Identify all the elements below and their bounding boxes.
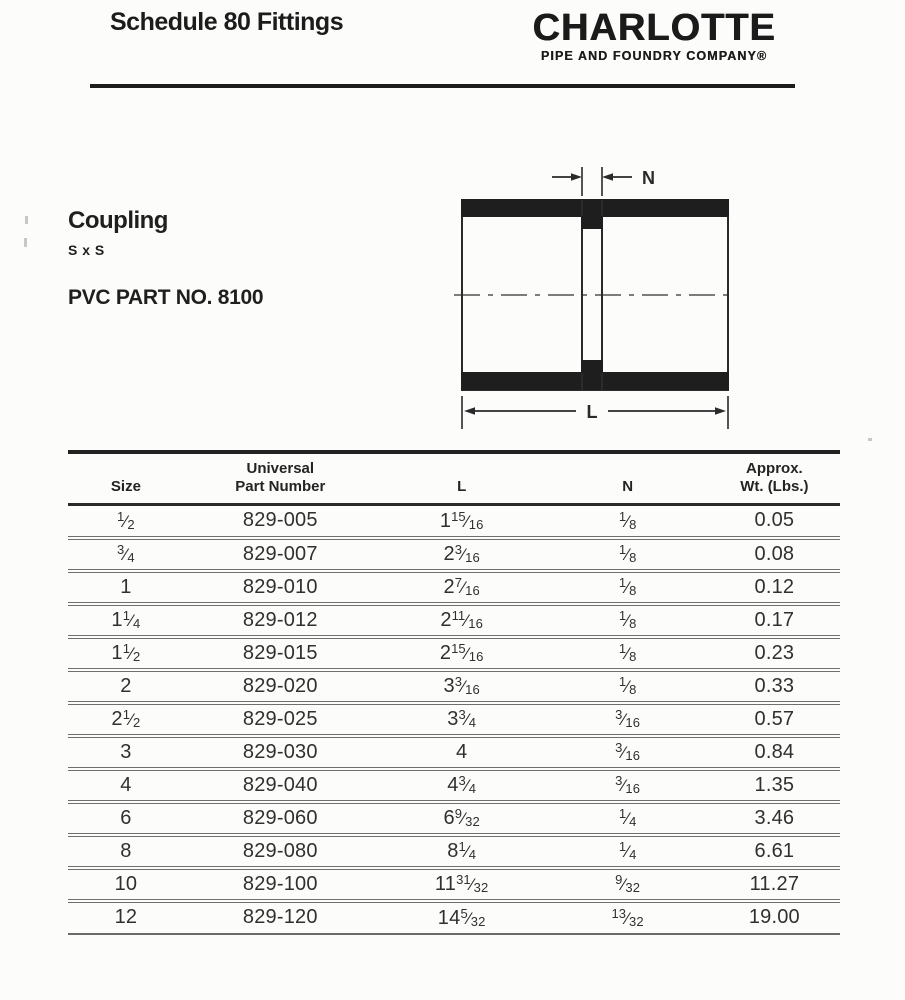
l-arrow-left-head (464, 407, 475, 415)
cell-part-number: 829-010 (242, 575, 318, 598)
header-divider (90, 84, 795, 88)
cell-n: $^{13}$⁄32 (611, 905, 644, 929)
cell-n: $^1$⁄8 (618, 542, 637, 565)
cell-l: $11^{31}⁄32$ (434, 872, 489, 895)
product-block (68, 207, 263, 310)
cell-part-number: 829-060 (242, 806, 318, 829)
cell-weight: 1.35 (754, 773, 795, 796)
cell-n: $^3$⁄16 (615, 773, 641, 796)
cell-weight: 0.05 (754, 509, 795, 532)
cell-size: $^1$⁄2 (117, 508, 135, 532)
cell-size: 4 (120, 773, 132, 796)
company-logo-tagline: PIPE AND FOUNDRY COMPANY® (540, 49, 768, 63)
col-header-size: Size (110, 478, 141, 495)
cell-weight: 19.00 (748, 906, 800, 928)
product-name: Coupling (68, 207, 168, 234)
n-arrow-left-head (571, 173, 582, 181)
col-header-l: L (457, 478, 467, 495)
cell-l: $6^9⁄32$ (443, 806, 480, 829)
cell-l: $2^7⁄16$ (443, 575, 480, 598)
col-header-weight: Approx. Wt. (Lbs.) (740, 460, 809, 495)
table-row (68, 637, 840, 670)
cell-size: 3 (120, 740, 132, 763)
cell-size: 6 (120, 806, 132, 829)
cell-part-number: 829-012 (242, 608, 318, 631)
cell-part-number: 829-025 (242, 707, 318, 730)
table-row (68, 835, 840, 868)
cell-l: $14^5⁄32$ (437, 905, 486, 929)
cell-weight: 0.12 (754, 575, 795, 598)
cell-size: $1^1⁄2$ (111, 641, 141, 664)
cell-n: $^1$⁄8 (618, 641, 637, 664)
cell-size: 12 (114, 906, 138, 928)
stop-bottom-block (581, 360, 603, 373)
cell-part-number: 829-100 (242, 872, 318, 895)
cell-weight: 0.57 (754, 707, 795, 730)
table-row (68, 604, 840, 637)
cell-size: $2^1⁄2$ (111, 707, 141, 730)
cell-l: $2^3⁄16$ (443, 542, 480, 565)
cell-n: $^1$⁄4 (618, 839, 637, 862)
table-row (68, 901, 840, 934)
cell-part-number: 829-015 (242, 641, 318, 664)
cell-n: $^1$⁄8 (618, 608, 637, 631)
cell-part-number: 829-040 (242, 773, 318, 796)
table-row (68, 505, 840, 538)
page-title: Schedule 80 Fittings (110, 8, 344, 36)
col-header-part-number: Universal Part Number (235, 460, 326, 495)
cell-weight: 0.17 (754, 608, 795, 631)
stop-top-block (581, 216, 603, 229)
cell-l: $3^3⁄16$ (443, 674, 480, 697)
cell-weight: 6.61 (754, 839, 795, 862)
cell-l: $4^3⁄4$ (447, 773, 477, 796)
col-header-n: N (622, 478, 634, 495)
cell-n: $^1$⁄8 (618, 674, 637, 697)
scan-artifact (24, 238, 27, 247)
cell-size: $1^1⁄4$ (111, 608, 141, 631)
scan-artifact (25, 216, 28, 224)
cell-part-number: 829-120 (242, 906, 318, 928)
cell-n: $^3$⁄16 (615, 740, 641, 763)
cell-n: $^1$⁄8 (618, 575, 637, 598)
cell-size: 2 (120, 674, 132, 697)
cell-part-number: 829-030 (242, 740, 318, 763)
scan-artifact (868, 438, 872, 441)
table-header (68, 452, 840, 505)
cell-n: $^9$⁄32 (615, 872, 641, 895)
l-arrow-right-head (715, 407, 726, 415)
cell-size: $^3$⁄4 (117, 542, 135, 565)
cell-l: $2^{15}⁄16$ (439, 641, 484, 664)
product-configuration: S x S (68, 242, 105, 258)
n-arrow-right-head (602, 173, 613, 181)
cell-part-number: 829-020 (242, 674, 318, 697)
company-logo (512, 8, 796, 63)
cell-l: $2^{11}⁄16$ (440, 608, 484, 631)
cell-part-number: 829-005 (242, 509, 318, 532)
cell-weight: 0.08 (754, 542, 795, 565)
cell-weight: 11.27 (749, 872, 800, 895)
company-logo-wordmark: CHARLOTTE (532, 7, 776, 49)
cell-l: $1^{15}⁄16$ (439, 508, 484, 532)
dimensions-table (68, 450, 840, 935)
cell-size: 8 (120, 839, 132, 862)
table-row (68, 538, 840, 571)
cell-part-number: 829-007 (242, 542, 318, 565)
cell-l: 4 (456, 740, 468, 763)
cell-size: 1 (120, 575, 132, 598)
table-row (68, 769, 840, 802)
coupling-bottom-wall (461, 372, 729, 390)
coupling-top-wall (461, 199, 729, 217)
dim-label-l: L (586, 402, 598, 422)
table-row (68, 868, 840, 901)
cell-size: 10 (114, 872, 138, 895)
cell-part-number: 829-080 (242, 839, 318, 862)
cell-l: $3^3⁄4$ (447, 707, 477, 730)
dimensions-table-body (68, 505, 840, 934)
cell-l: $8^1⁄4$ (447, 839, 477, 862)
cell-weight: 0.23 (754, 641, 795, 664)
cell-n: $^1$⁄4 (618, 806, 637, 829)
product-part-number: PVC PART NO. 8100 (68, 286, 264, 309)
cell-weight: 0.84 (754, 740, 795, 763)
table-row (68, 802, 840, 835)
cell-n: $^1$⁄8 (618, 508, 637, 532)
cell-weight: 0.33 (754, 674, 795, 697)
dim-label-n: N (642, 168, 655, 188)
table-row (68, 571, 840, 604)
table-row (68, 670, 840, 703)
coupling-diagram (440, 155, 760, 440)
cell-n: $^3$⁄16 (615, 707, 641, 730)
cell-weight: 3.46 (754, 806, 795, 829)
table-row (68, 703, 840, 736)
table-row (68, 736, 840, 769)
